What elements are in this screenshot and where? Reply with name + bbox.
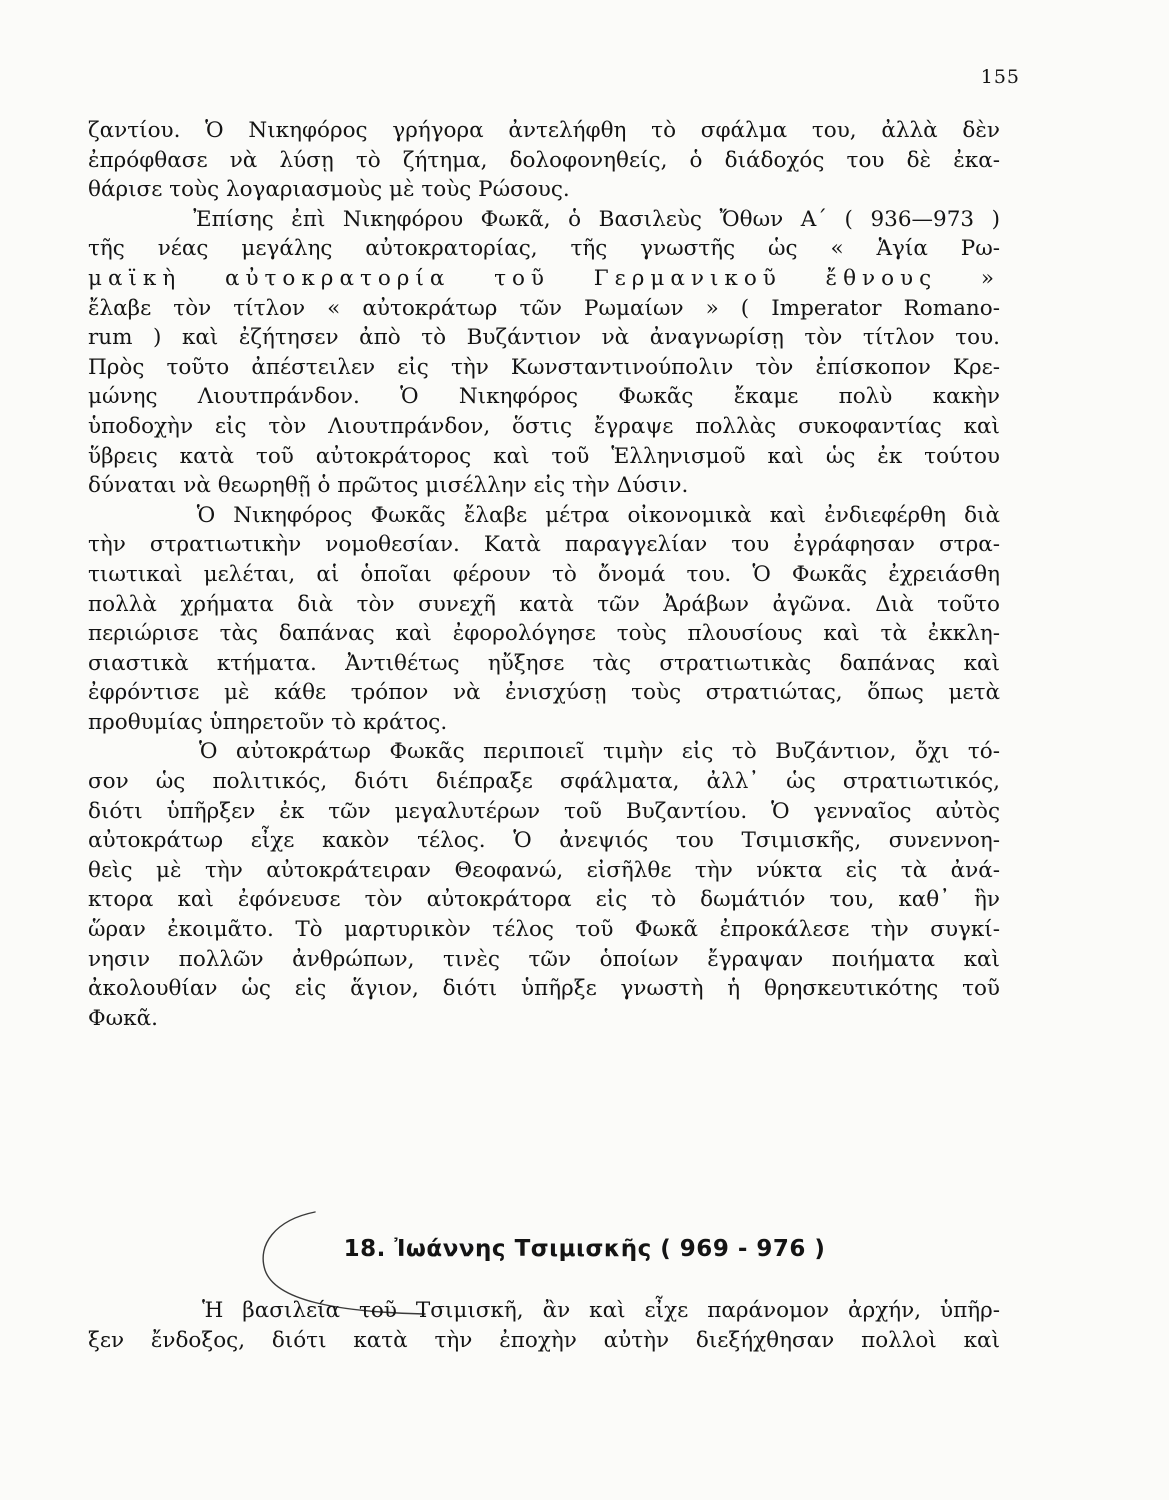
text-line: ἐπρόφθασε νὰ λύσῃ τὸ ζήτημα, δολοφονηθείς, ὁ διάδοχός του δὲ ἐκα- <box>88 147 1000 173</box>
text-line: Ἡ βασιλεία τοῦ Τσιμισκῆ, ἂν καὶ εἶχε παράνομον ἀρχήν, ὑπῆρ- <box>88 1298 1000 1323</box>
text-line: ὥραν ἐκοιμᾶτο. Τὸ μαρτυρικὸν τέλος τοῦ Φωκᾶ ἐπροκάλεσε τὴν συγκί- <box>88 917 1000 943</box>
text-line: ἔλαβε τὸν τίτλον « αὐτοκράτωρ τῶν Ρωμαίων » ( Imperator Romano- <box>88 295 1000 321</box>
text-line: μώνης Λιουτπράνδον. Ὁ Νικηφόρος Φωκᾶς ἔκαμε πολὺ κακὴν <box>88 384 1000 410</box>
body-text <box>88 116 1000 1033</box>
text-line: περιώρισε τὰς δαπάνας καὶ ἐφορολόγησε τοὺς πλουσίους καὶ τὰ ἐκκλη- <box>88 621 1000 647</box>
text-line: Ὁ Νικηφόρος Φωκᾶς ἔλαβε μέτρα οἰκονομικὰ καὶ ἐνδιεφέρθη διὰ <box>88 502 1001 528</box>
text-line: Πρὸς τοῦτο ἀπέστειλεν εἰς τὴν Κωνσταντινούπολιν τὸν ἐπίσκοπον Κρε- <box>88 354 1000 380</box>
text-line: σον ὡς πολιτικός, διότι διέπραξε σφάλματα, ἀλλ᾽ ὡς στρατιωτικός, <box>88 769 1000 795</box>
page-number: 155 <box>980 66 1020 88</box>
text-line: δύναται νὰ θεωρηθῇ ὁ πρῶτος μισέλλην εἰς τὴν Δύσιν. <box>88 473 689 499</box>
text-line: ξεν ἔνδοξος, διότι κατὰ τὴν ἐποχὴν αὐτὴν διεξήχθησαν πολλοὶ καὶ <box>88 1327 1000 1353</box>
text-line: θάρισε τοὺς λογαριασμοὺς μὲ τοὺς Ρώσους. <box>88 177 570 203</box>
text-line: Ὁ αὐτοκράτωρ Φωκᾶς περιποιεῖ τιμὴν εἰς τὸ Βυζάντιον, ὄχι τό- <box>88 739 1000 765</box>
text-line: τῆς νέας μεγάλης αὐτοκρατορίας, τῆς γνωστῆς ὡς « Ἁγία Ρω- <box>88 236 1000 262</box>
text-line: μαϊκὴ αὐτοκρατορία τοῦ Γερμανικοῦ ἔθνους » <box>88 265 1000 291</box>
text-line: Φωκᾶ. <box>88 1005 158 1031</box>
text-line: Ἐπίσης ἐπὶ Νικηφόρου Φωκᾶ, ὁ Βασιλεὺς Ὄθων Α΄ ( 936—973 ) <box>88 206 1000 232</box>
text-line: ὑποδοχὴν εἰς τὸν Λιουτπράνδον, ὅστις ἔγραψε πολλὰς συκοφαντίας καὶ <box>88 413 1000 439</box>
text-line: θεὶς μὲ τὴν αὐτοκράτειραν Θεοφανώ, εἰσῆλθε τὴν νύκτα εἰς τὰ ἀνά- <box>88 857 1000 883</box>
text-line: ζαντίου. Ὁ Νικηφόρος γρήγορα ἀντελήφθη τὸ σφάλμα του, ἀλλὰ δὲν <box>88 118 1000 143</box>
text-line: νησιν πολλῶν ἀνθρώπων, τινὲς τῶν ὁποίων ἔγραψαν ποιήματα καὶ <box>88 946 1000 972</box>
text-line: rum ) καὶ ἐζήτησεν ἀπὸ τὸ Βυζάντιον νὰ ἀναγνωρίσῃ τὸν τίτλον του. <box>88 325 1000 351</box>
text-line: ἐφρόντισε μὲ κάθε τρόπον νὰ ἐνισχύσῃ τοὺς στρατιώτας, ὅπως μετὰ <box>88 680 1000 706</box>
text-line: τιωτικαὶ μελέται, αἱ ὁποῖαι φέρουν τὸ ὄνομά του. Ὁ Φωκᾶς ἐχρειάσθη <box>88 561 1000 587</box>
body-text-continued <box>88 1296 1000 1355</box>
section-heading: 18. Ἰωάννης Τσιμισκῆς ( 969 - 976 ) <box>343 1236 826 1262</box>
text-line: ὕβρεις κατὰ τοῦ αὐτοκράτορος καὶ τοῦ Ἑλληνισμοῦ καὶ ὡς ἐκ τούτου <box>88 443 1000 469</box>
text-line: σιαστικὰ κτήματα. Ἀντιθέτως ηὔξησε τὰς στρατιωτικὰς δαπάνας καὶ <box>88 650 1000 676</box>
text-line: κτορα καὶ ἐφόνευσε τὸν αὐτοκράτορα εἰς τὸ δωμάτιόν του, καθ᾽ ἣν <box>88 887 1000 913</box>
text-line: πολλὰ χρήματα διὰ τὸν συνεχῆ κατὰ τῶν Ἀράβων ἀγῶνα. Διὰ τοῦτο <box>88 591 1000 617</box>
text-line: αὐτοκράτωρ εἶχε κακὸν τέλος. Ὁ ἀνεψιός του Τσιμισκῆς, συνεννοη- <box>88 828 1000 854</box>
text-line: προθυμίας ὑπηρετοῦν τὸ κράτος. <box>88 709 448 735</box>
text-line: διότι ὑπῆρξεν ἐκ τῶν μεγαλυτέρων τοῦ Βυζαντίου. Ὁ γενναῖος αὐτὸς <box>88 798 1000 824</box>
text-line: τὴν στρατιωτικὴν νομοθεσίαν. Κατὰ παραγγελίαν του ἐγράφησαν στρα- <box>88 532 1000 558</box>
text-line: ἀκολουθίαν ὡς εἰς ἅγιον, διότι ὑπῆρξε γνωστὴ ἡ θρησκευτικότης τοῦ <box>88 976 1000 1002</box>
